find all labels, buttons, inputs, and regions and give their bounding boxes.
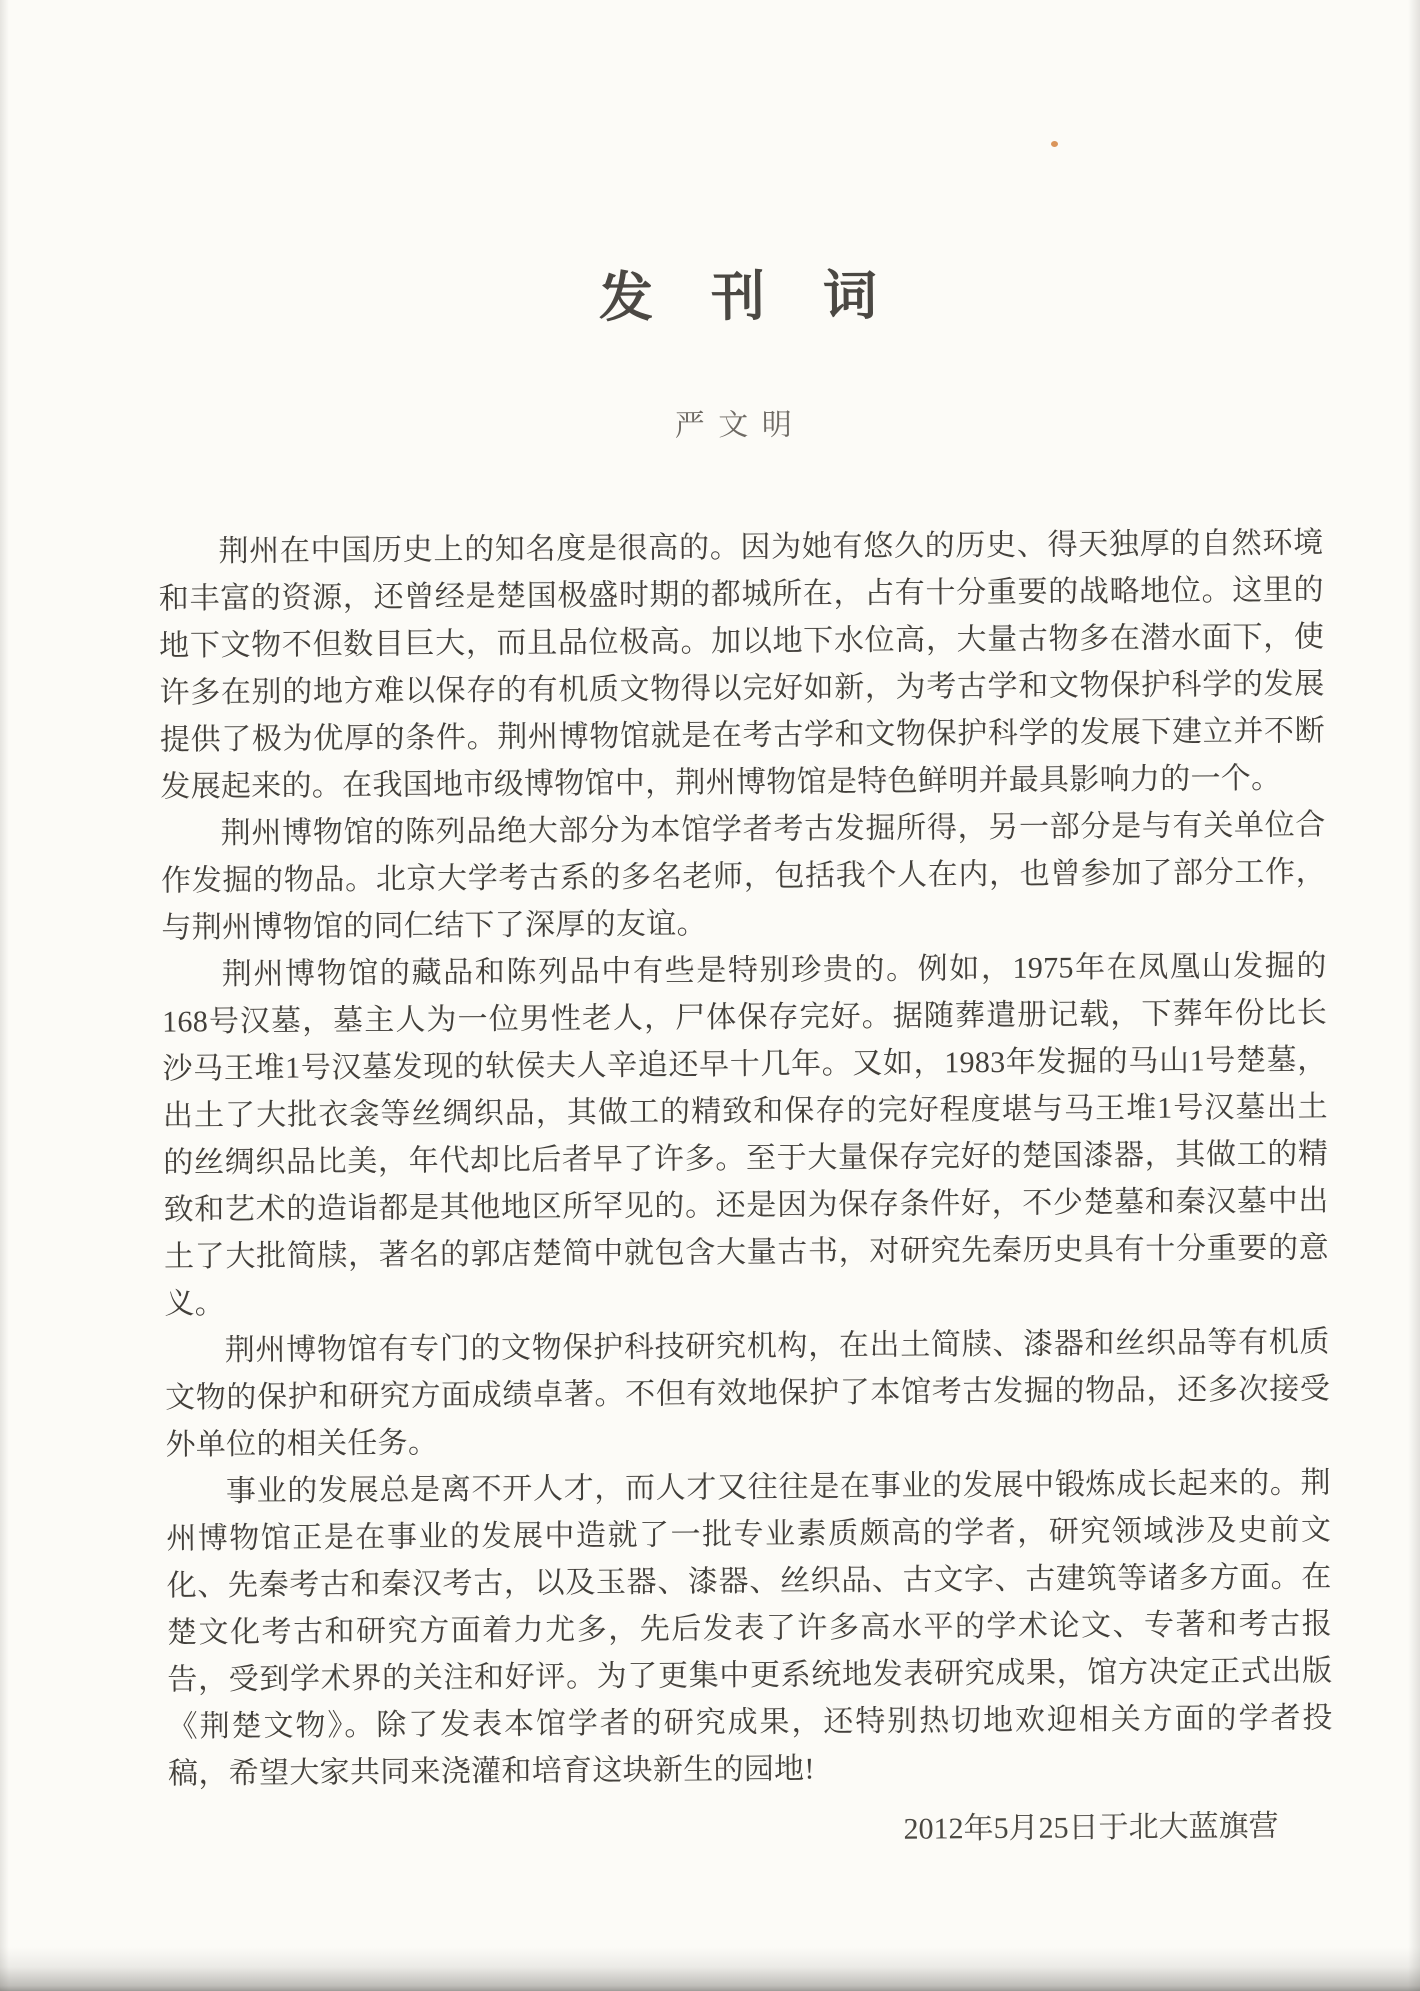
- dateline: 2012年5月25日于北大蓝旗营: [903, 1809, 1279, 1846]
- paragraph-1: 荆州在中国历史上的知名度是很高的。因为她有悠久的历史、得天独厚的自然环境和丰富的资源，还曾经是楚国极盛时期的都城所在，占有十分重要的战略地位。这里的地下文物不但数目巨大，而且品位极高。加以地下水位高，大量古物多在潜水面下，使许多在别的地方难以保存的有机质文物得以完好如新，为考古学和文物保护科学的发展提供了极为优厚的条件。荆州博物馆就是在考古学和文物保护科学的发展下建立并不断发展起来的。在我国地市级博物馆中，荆州博物馆是特色鲜明并最具影响力的一个。: [158, 526, 1326, 804]
- scan-edge-shadow-left: [0, 0, 9, 1991]
- author-name: 严文明: [674, 408, 806, 443]
- document-body: [158, 519, 1333, 1797]
- paragraph-4: 荆州博物馆有专门的文物保护科技研究机构，在出土简牍、漆器和丝织品等有机质文物的保护和研究方面成绩卓著。不但有效地保护了本馆考古发掘的物品，还多次接受外单位的相关任务。: [165, 1325, 1331, 1462]
- scan-artifact-dot: [1051, 141, 1058, 147]
- page-title: 发 刊 词: [598, 265, 880, 329]
- scan-edge-shadow-bottom: [0, 1947, 1420, 1991]
- paragraph-3: 荆州博物馆的藏品和陈列品中有些是特别珍贵的。例如，1975年在凤凰山发掘的168号汉墓，墓主人为一位男性老人，尸体保存完好。据随葬遣册记载，下葬年份比长沙马王堆1号汉墓发现的轪侯夫人辛追还早十几年。又如，1983年发掘的马山1号楚墓，出土了大批衣衾等丝绸织品，其做工的精致和保存的完好程度堪与马王堆1号汉墓出土的丝绸织品比美，年代却比后者早了许多。至于大量保存完好的楚国漆器，其做工的精致和艺术的造诣都是其他地区所罕见的。还是因为保存条件好，不少楚墓和秦汉墓中出土了大批简牍，著名的郭店楚简中就包含大量古书，对研究先秦历史具有十分重要的意义。: [162, 949, 1330, 1321]
- document-content: [154, 0, 1334, 1859]
- paragraph-2: 荆州博物馆的陈列品绝大部分为本馆学者考古发掘所得，另一部分是与有关单位合作发掘的物品。北京大学考古系的多名老师，包括我个人在内，也曾参加了部分工作，与荆州博物馆的同仁结下了深厚的友谊。: [160, 808, 1327, 945]
- paragraph-5: 事业的发展总是离不开人才，而人才又往往是在事业的发展中锻炼成长起来的。荆州博物馆正是在事业的发展中造就了一批专业素质颇高的学者，研究领域涉及史前文化、先秦考古和秦汉考古，以及玉器、漆器、丝织品、古文字、古建筑等诸多方面。在楚文化考古和研究方面着力尤多，先后发表了许多高水平的学术论文、专著和考古报告，受到学术界的关注和好评。为了更集中更系统地发表研究成果，馆方决定正式出版《荆楚文物》。除了发表本馆学者的研究成果，还特别热切地欢迎相关方面的学者投稿，希望大家共同来浇灌和培育这块新生的园地!: [166, 1466, 1333, 1791]
- scan-edge-shadow-right: [1408, 0, 1420, 1991]
